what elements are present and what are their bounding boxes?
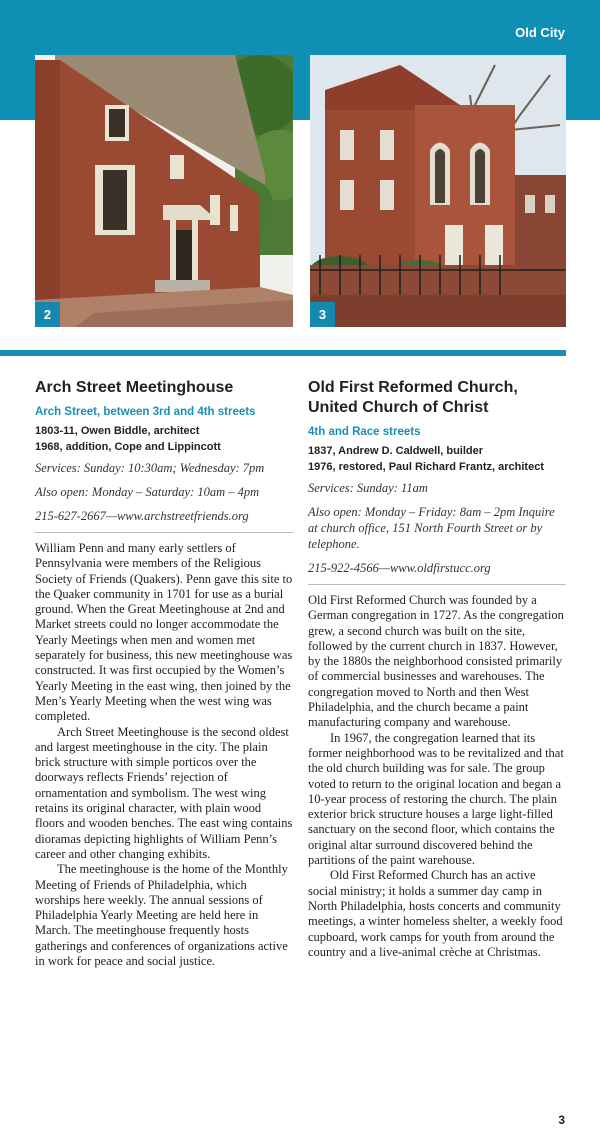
arch-street-entry: [35, 378, 293, 969]
divider: [308, 584, 566, 585]
entry-services: Services: Sunday: 11am: [308, 481, 428, 495]
meetinghouse-photo: [35, 55, 293, 327]
entry-title: Old First Reformed Church, United Church of Christ: [308, 379, 518, 416]
entry-address: Arch Street, between 3rd and 4th streets: [35, 406, 256, 418]
photo-number-badge: 3: [310, 302, 335, 327]
entry-credit: 1803-11, Owen Biddle, architect: [35, 425, 200, 437]
entry-hours: Also open: Monday – Friday: 8am – 2pm Inquire at church office, 151 North Fourth Street or by telephone.: [308, 505, 555, 551]
body-paragraph: Arch Street Meetinghouse is the second oldest and largest meetinghouse in the city. The plain brick structure with simple porticos over the doorways reflects Friends’ rejection of ornamentation and symbolism. The west wing retains its original character, with plain wood floors and wooden benches. The east wing contains dioramas depicting highlights of William Penn’s career and other changing exhibits.: [35, 724, 293, 861]
body-paragraph: In 1967, the congregation learned that its former neighborhood was to be revitalized and that the old church building was for sale. The group voted to return to the original location and began a 10-year process of restoring the church. The plain exterior brick structure houses a large light-filled sanctuary on the second floor, which contains the original altar surround discovered behind the partitions of the paint warehouse.: [308, 730, 564, 868]
entry-services: Services: Sunday: 10:30am; Wednesday: 7pm: [35, 461, 265, 475]
body-paragraph: Old First Reformed Church has an active social ministry; it holds a summer day camp in North Philadelphia, hosts concerts and community meetings, a winter homeless shelter, a weekly food cupboard, work camps for youth from around the country and a live-animal crèche at Christmas.: [308, 868, 563, 959]
entry-contact: 215-922-4566—www.oldfirstucc.org: [308, 561, 491, 575]
church-photo: [310, 55, 566, 327]
entry-body: [35, 541, 293, 969]
entry-credit: 1976, restored, Paul Richard Frantz, architect: [308, 461, 544, 473]
body-paragraph: The meetinghouse is the home of the Monthly Meeting of Friends of Philadelphia, which worships here weekly. The annual sessions of Philadelphia Yearly Meeting are held here in March. The meetinghouse frequently hosts gatherings and conferences of organizations active in work for peace and social justice.: [35, 862, 288, 969]
body-paragraph: Old First Reformed Church was founded by a German congregation in 1727. As the congregation grew, a second church was built on the site, followed by the current church in 1837. However, by the 1880s the neighborhood consisted primarily of commercial businesses and warehouses. The congregation moved to North and then West Philadelphia, and the church became a paint manufacturing company and warehouse.: [308, 593, 564, 730]
entry-body: [308, 593, 566, 960]
page-number: 3: [558, 1113, 565, 1127]
entry-address: 4th and Race streets: [308, 426, 421, 438]
photo-number-badge: 2: [35, 302, 60, 327]
section-label: Old City: [515, 25, 565, 40]
old-first-entry: [308, 378, 566, 960]
entry-title: Arch Street Meetinghouse: [35, 379, 234, 396]
divider: [35, 532, 293, 533]
body-paragraph: William Penn and many early settlers of Pennsylvania were members of the Religious Society of Friends (Quakers). Penn gave this site to the Quaker community in 1701 for use as a burial ground. When the Great Meetinghouse at 2nd and Market streets could no longer accommodate the Yearly Meetings when men and women met separately for business, this new meetinghouse was constructed. It was first occupied by the Women’s Yearly Meeting in the east wing, then joined by the Men’s Yearly Meeting when the west wing was completed.: [35, 541, 293, 724]
entry-credit: 1837, Andrew D. Caldwell, builder: [308, 445, 484, 457]
entry-hours: Also open: Monday – Saturday: 10am – 4pm: [35, 485, 260, 499]
entry-credit: 1968, addition, Cope and Lippincott: [35, 441, 221, 453]
section-divider-bar: [0, 350, 566, 356]
entry-contact: 215-627-2667—www.archstreetfriends.org: [35, 509, 249, 523]
